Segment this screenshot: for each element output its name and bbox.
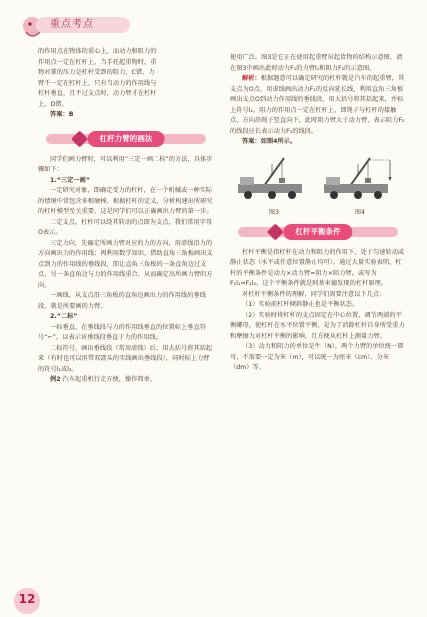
right-column (230, 53, 406, 374)
figure-3 (234, 152, 314, 214)
section-banner-balance (230, 224, 406, 240)
list-item: （1）实验前杠杆倾斜静止也是平衡状态。 (242, 301, 359, 308)
paragraph: 使用广泛。图3是它正在使用起重臂吊起货物的结构示意图，请在图3中画出此时动力F₁的力臂l₁和阻力F₂的示意图。 (230, 54, 403, 72)
page-number: 12 (18, 592, 36, 606)
left-column (38, 47, 214, 386)
paragraph: 一标垂直，在垂线段与力的作用线垂直的位置标上垂直符号“⌐”，以表示该垂线段垂直于力的作用线。 (38, 323, 206, 341)
subheading-1: 1.“三定一画” (50, 176, 90, 184)
figure-3-caption: 图3 (269, 209, 279, 216)
paragraph: 杠杆平衡是指杠杆在动力和阻力的作用下，处于匀速转动或静止状态（水平或任意位置静止均可），通过大量实验表明，杠杆的平衡条件是动力×动力臂=阻力×阻力臂，或写为F₁l₁=F₂l₂。这个平衡条件就是阿基米德发现的杠杆原理。 (230, 248, 405, 287)
intro-line: 杠杆垂直，且不过支点时，动力臂才在杠杆 (38, 90, 157, 97)
section-banner-lever-arm (38, 131, 214, 147)
answer-2: 答案：如图4所示。 (242, 138, 297, 145)
intro-line: 上，D错。 (38, 100, 68, 108)
figure-4-caption: 图4 (355, 209, 365, 216)
figure-4 (320, 152, 400, 214)
example-text: 汽车起重机行走方便，操作简单， (62, 376, 157, 383)
example-label: 例2 (50, 376, 61, 383)
list-item: （3）动力和阻力的单位是牛（N），两个力臂的单位统一即可，不需要一定为米（m），可以统一为厘米（cm）、分米（dm）等。 (230, 343, 404, 371)
crane-truck-force-diagram (320, 152, 400, 204)
banner-title: 杠杆平衡条件 (283, 224, 352, 240)
page-header (20, 14, 150, 36)
list-item: （2）实验时将杠杆的支点固定在中心位置，调节两端的平衡螺母，使杠杆在水平位置平衡，是为了消除杠杆自身所受重力和摩擦力对杠杆平衡的影响，且方便从杠杆上测量力臂。 (230, 311, 405, 340)
intro-line: 的作用点在物体的重心上，而动力和阻力的 (38, 48, 157, 55)
paragraph: 二标符号，画出垂线段（常用虚线）后，用大括号将其括起来（有时也可以用带双箭头的实线画出垂线段），同时标上力臂的符号l₁或l₂。 (38, 344, 213, 373)
paragraph: 对杠杆平衡条件的理解，同学们需要注意以下几点： (242, 290, 386, 298)
intro-line: 作用点一定在杠杆上，当手托起重物时，重 (38, 58, 157, 66)
intro-line: 臂不一定在杠杆上，只有当动力的作用线与 (38, 79, 157, 87)
paragraph: 同学们画力臂时，可以利用“三定一画二标”的方法，具体步骤如下： (38, 155, 213, 173)
crane-truck-illustration (234, 152, 314, 204)
subheading-2: 2.“二标” (50, 313, 78, 320)
intro-line: 物对掌的压力是杠杆受到的阻力，C错，力 (38, 69, 155, 76)
paragraph: 一定研究对象，即确定受力的杠杆，在一个机械或一种实际的情境中常包含多根硬棒，根据杠杆的定义，分析构建出所研究的杠杆模型至关重要，这是同学们可以正确画出力臂的第一步。 (38, 187, 213, 215)
answer-1: 答案：B (50, 111, 74, 118)
paragraph: 三定力向，先确定所画力臂对应的力的方向，用虚线沿力的方向画出力的作用线；再利用数学知识，借助直角三角板画出支点到力的作用线的垂线段，即让直角三角板的一条直角边过支点，另一条直角边与力的作用线重合，从而确定出所画力臂的方向。 (38, 239, 213, 289)
paragraph: 一画线，从支点沿三角板的直角边画出力的作用线的垂线段，就是所要画的力臂。 (38, 292, 206, 310)
analysis-text: 根据题意可以确定研究的杠杆就是汽车的起重臂，其支点为O点，用虚线画出动力F₁的反向延长线，利用直角三角板画出支点O到动力作用线的垂线段，用大括号将其括起来，并标上符号l₁。阻力的作用点一定在杠杆上，即绳子与杠杆的接触点，方向沿绳子竖直向下，此时阻力臂大于动力臂，表示阻力F₂的线段应长表示动力F₁的线段。 (230, 75, 405, 135)
banner-title: 杠杆力臂的画法 (88, 131, 165, 147)
analysis-label: 解析： (242, 75, 261, 82)
page-number-badge (6, 582, 46, 614)
figures (230, 152, 406, 214)
paragraph: 二定支点，杠杆可以绕其转动的点即为支点，我们常用字母O表示。 (38, 218, 213, 236)
header-title: 重点考点 (36, 17, 130, 33)
